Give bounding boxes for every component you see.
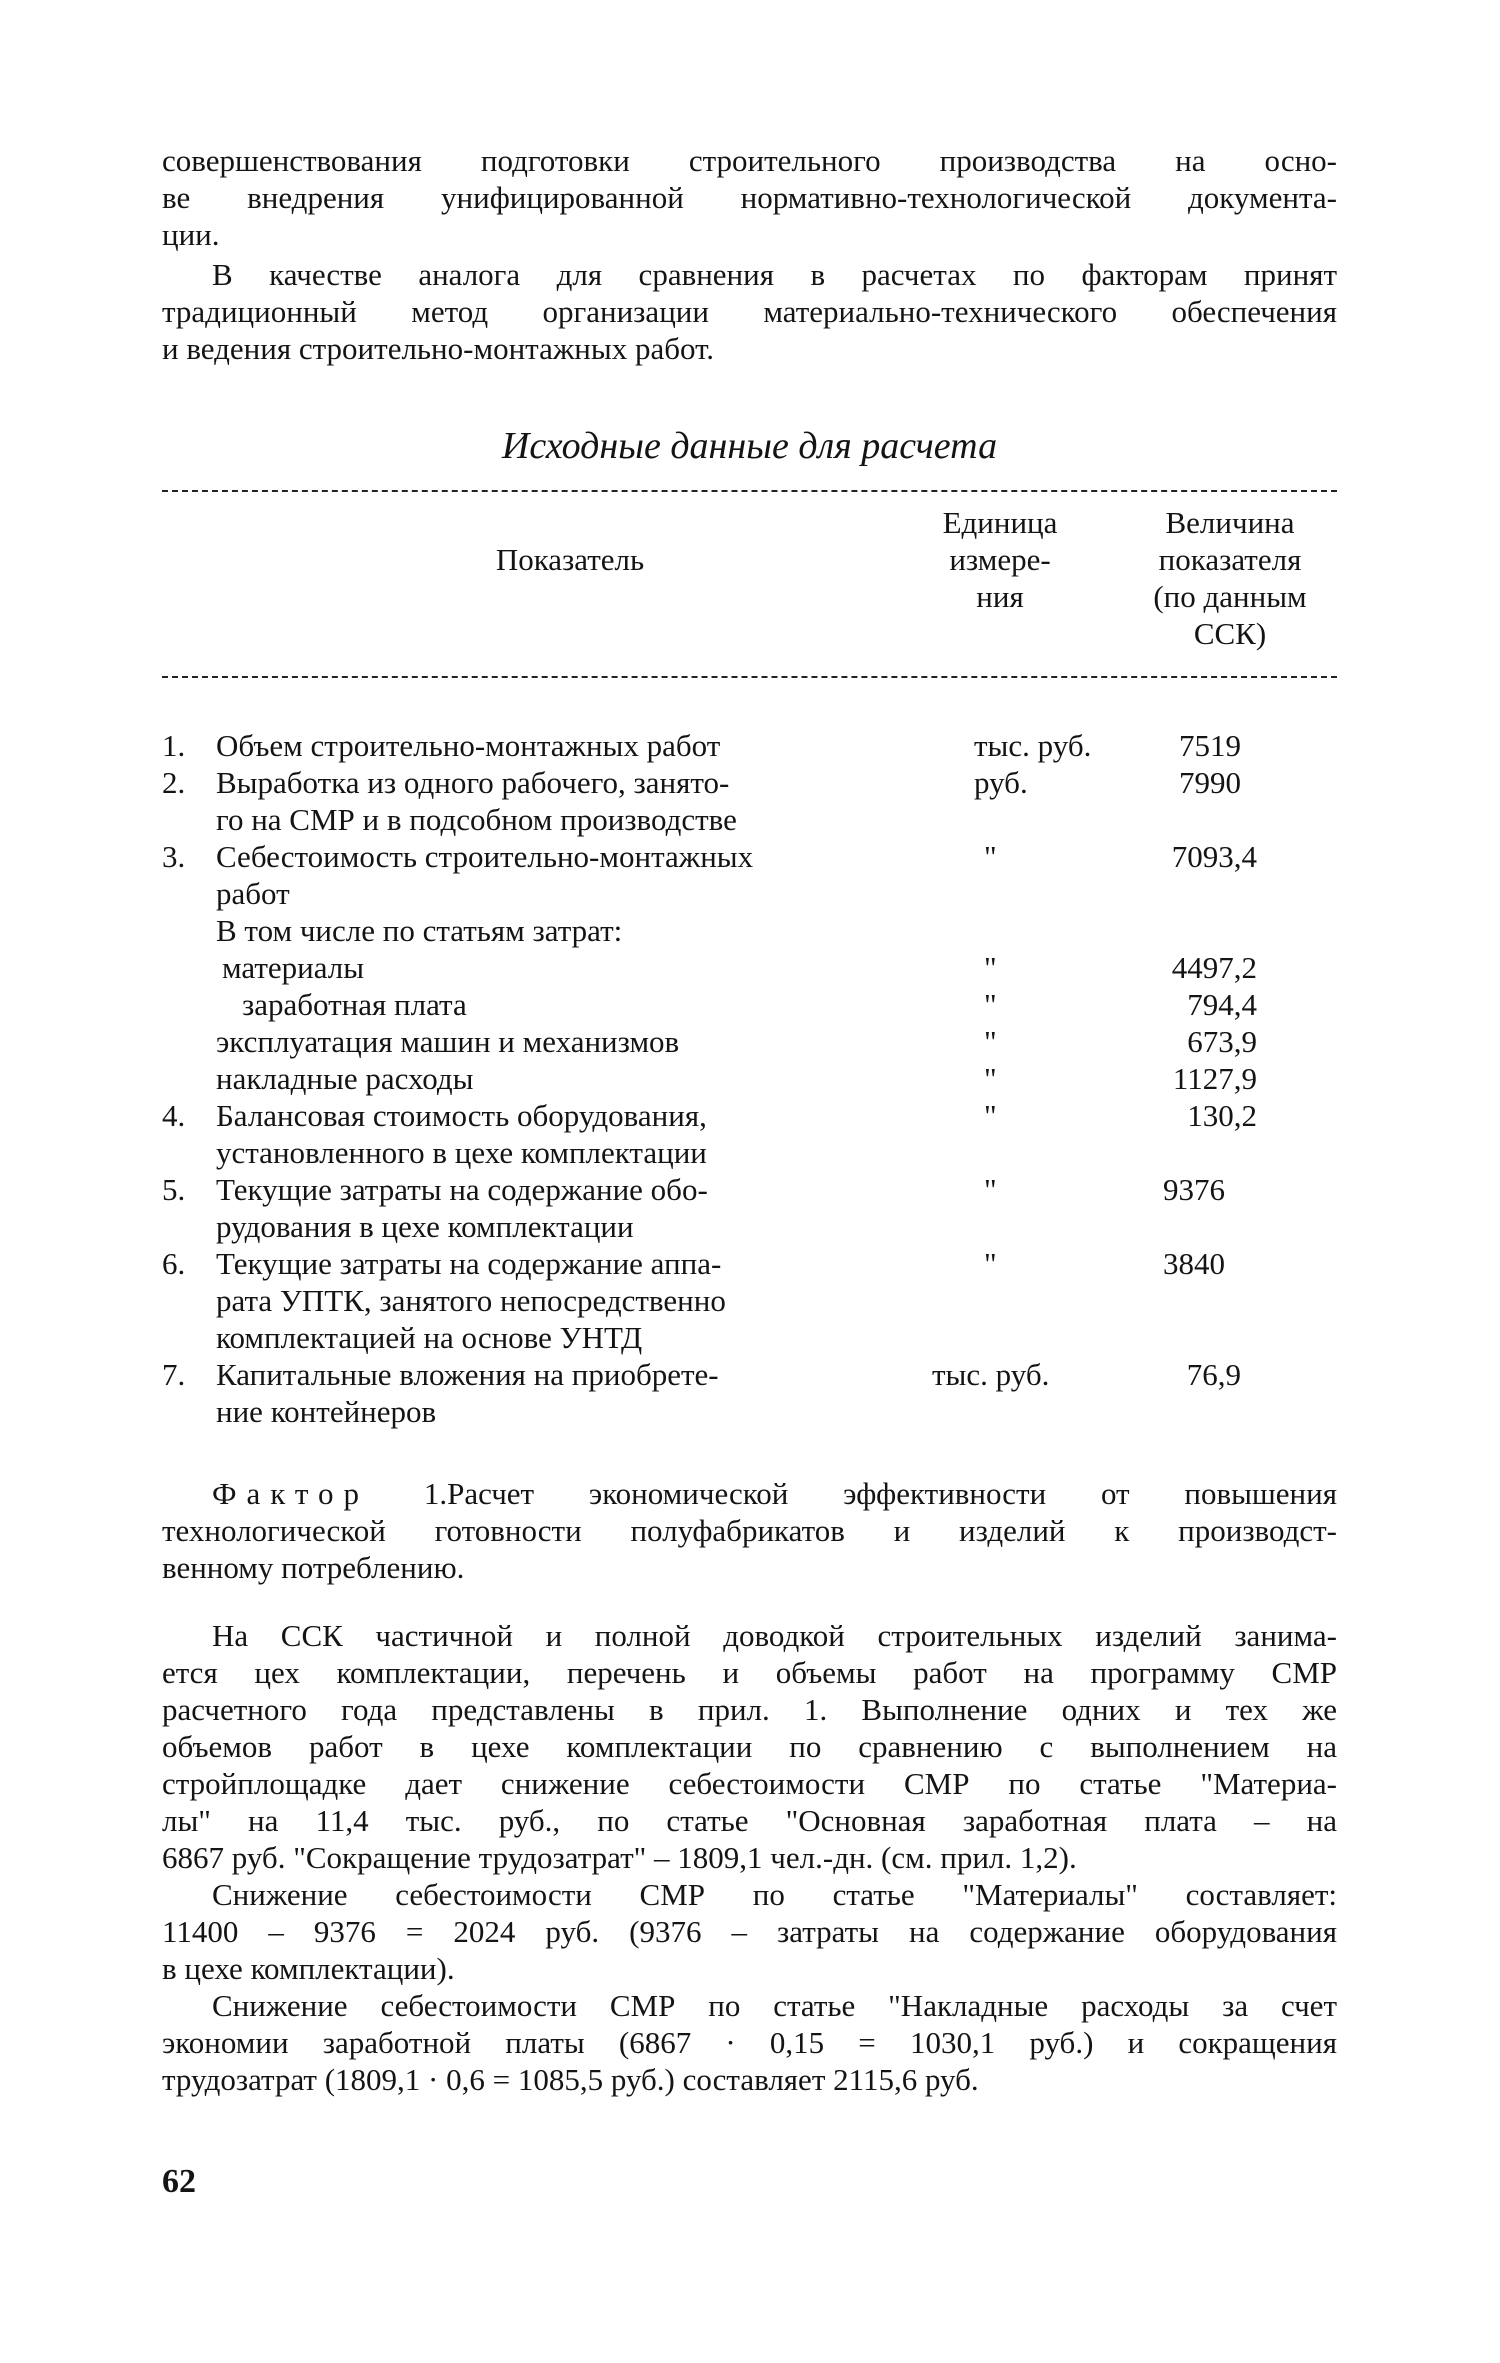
header-value-line: Величина [1165,505,1295,540]
intro-paragraph-2 [162,256,1337,367]
row-number: 3. [162,839,186,874]
row-value: 4497,2 [1171,950,1257,985]
table-row [162,1356,1337,1393]
text-line: ется цех комплектации, перечень и объемы работ на программу СМР [162,1655,1337,1690]
table-row [162,1245,1337,1282]
table-row [162,838,1337,875]
text-line: трудозатрат (1809,1 · 0,6 = 1085,5 руб.) составляет 2115,6 руб. [162,2062,979,2097]
table-row [162,1282,1337,1319]
text-line: ции. [162,217,220,252]
row-value: 130,2 [1187,1098,1257,1133]
table-row [162,949,1337,986]
text-line: экономии заработной платы (6867 · 0,15 = 1030,1 руб.) и сокращения [162,2025,1337,2060]
header-value-line: (по данным [1153,579,1307,614]
header-unit [900,504,1100,615]
row-label: ние контейнеров [216,1394,437,1429]
text-line: венному потреблению. [162,1550,465,1585]
text-line: и ведения строительно-монтажных работ. [162,331,715,366]
header-value-line: показателя [1158,542,1302,577]
header-indicator: Показатель [495,542,645,577]
row-unit: " [984,1172,997,1207]
text-line: совершенствования подготовки строительного производства на осно- [162,143,1337,178]
table-top-rule [162,490,1337,492]
table-row [162,727,1337,764]
row-value: 7990 [1179,765,1241,800]
row-label: рудования в цехе комплектации [216,1209,634,1244]
row-unit: " [984,950,997,985]
text-line: лы" на 11,4 тыс. руб., по статье "Основная заработная плата – на [162,1803,1337,1838]
row-unit: руб. [974,765,1028,800]
text-line: На ССК частичной и полной доводкой строительных изделий занима- [212,1618,1337,1653]
table-title: Исходные данные для расчета [501,425,998,467]
row-label: эксплуатация машин и механизмов [216,1024,680,1059]
row-label: материалы [222,950,365,985]
row-value: 1127,9 [1172,1061,1257,1096]
row-label: Объем строительно-монтажных работ [216,728,721,763]
text-line: ве внедрения унифицированной нормативно-технологической документа- [162,180,1337,215]
header-unit-line: ния [976,579,1024,614]
row-value: 7519 [1179,728,1241,763]
row-unit: " [984,1098,997,1133]
table-row [162,1134,1337,1171]
row-number: 1. [162,728,186,763]
row-label: В том числе по статьям затрат: [216,913,623,948]
row-label: Выработка из одного рабочего, занято- [216,765,730,800]
row-unit: " [984,839,997,874]
row-number: 4. [162,1098,186,1133]
text-line: объемов работ в цехе комплектации по сравнению с выполнением на [162,1729,1337,1764]
row-value: 9376 [1163,1172,1225,1207]
row-label: Текущие затраты на содержание обо- [216,1172,708,1207]
body-paragraph-2 [162,1876,1337,1987]
row-value: 3840 [1163,1246,1225,1281]
body-paragraph-3 [162,1987,1337,2098]
text-line [162,1475,1337,1512]
row-label: Себестоимость строительно-монтажных [216,839,754,874]
text-line: расчетного года представлены в прил. 1. Выполнение одних и тех же [162,1692,1337,1727]
header-value-line: ССК) [1193,616,1267,651]
table-row [162,1171,1337,1208]
row-label: Балансовая стоимость оборудования, [216,1098,707,1133]
table-row [162,1060,1337,1097]
row-label: Текущие затраты на содержание аппа- [216,1246,722,1281]
row-label: рата УПТК, занятого непосредственно [216,1283,726,1318]
row-number: 2. [162,765,186,800]
table-row [162,875,1337,912]
table-row [162,1393,1337,1430]
text-line: 11400 – 9376 = 2024 руб. (9376 – затраты на содержание оборудования [162,1914,1337,1949]
header-unit-line: Единица [942,505,1058,540]
row-unit: " [984,987,997,1022]
text-line: Снижение себестоимости СМР по статье "Материалы" составляет: [212,1877,1337,1912]
header-unit-line: измере- [949,542,1051,577]
row-label: го на СМР и в подсобном производстве [216,802,737,837]
row-label: установленного в цехе комплектации [216,1135,707,1170]
table-row [162,1023,1337,1060]
text-line: технологической готовности полуфабрикатов и изделий к производст- [162,1513,1337,1548]
row-label: накладные расходы [216,1061,474,1096]
row-label: Капитальные вложения на приобрете- [216,1357,719,1392]
page-number: 62 [162,2163,196,2200]
row-label: работ [216,876,290,911]
row-number: 6. [162,1246,186,1281]
table-header-rule [162,676,1337,678]
text-line: в цехе комплектации). [162,1951,455,1986]
row-value: 7093,4 [1171,839,1257,874]
row-unit: " [984,1024,997,1059]
row-unit: " [984,1246,997,1281]
text-line: 6867 руб. "Сокращение трудозатрат" – 1809,1 чел.-дн. (см. прил. 1,2). [162,1840,1077,1875]
row-value: 673,9 [1187,1024,1257,1059]
table-row [162,801,1337,838]
table-row [162,912,1337,949]
text-line: Снижение себестоимости СМР по статье "Накладные расходы за счет [212,1988,1337,2023]
table-row [162,986,1337,1023]
row-label: комплектацией на основе УНТД [216,1320,643,1355]
body-paragraph-1 [162,1617,1337,1876]
row-unit: тыс. руб. [974,728,1092,763]
row-number: 5. [162,1172,186,1207]
factor-paragraph [162,1475,1337,1586]
table-row [162,1208,1337,1245]
table-row [162,1319,1337,1356]
table-row [162,1097,1337,1134]
text-line: стройплощадке дает снижение себестоимости СМР по статье "Материа- [162,1766,1337,1801]
factor-word: Фактор [212,1476,370,1511]
row-unit: " [984,1061,997,1096]
row-unit: тыс. руб. [932,1357,1050,1392]
factor-title: 1.Расчет экономической эффективности от повышения [369,1476,1337,1511]
header-value [1115,504,1345,652]
row-label: заработная плата [242,987,467,1022]
text-line: традиционный метод организации материально-технического обеспечения [162,294,1337,329]
row-value: 76,9 [1186,1357,1241,1392]
table-row [162,764,1337,801]
intro-paragraph-1 [162,142,1337,253]
row-value: 794,4 [1187,987,1257,1022]
text-line: В качестве аналога для сравнения в расчетах по факторам принят [212,257,1337,292]
row-number: 7. [162,1357,186,1392]
